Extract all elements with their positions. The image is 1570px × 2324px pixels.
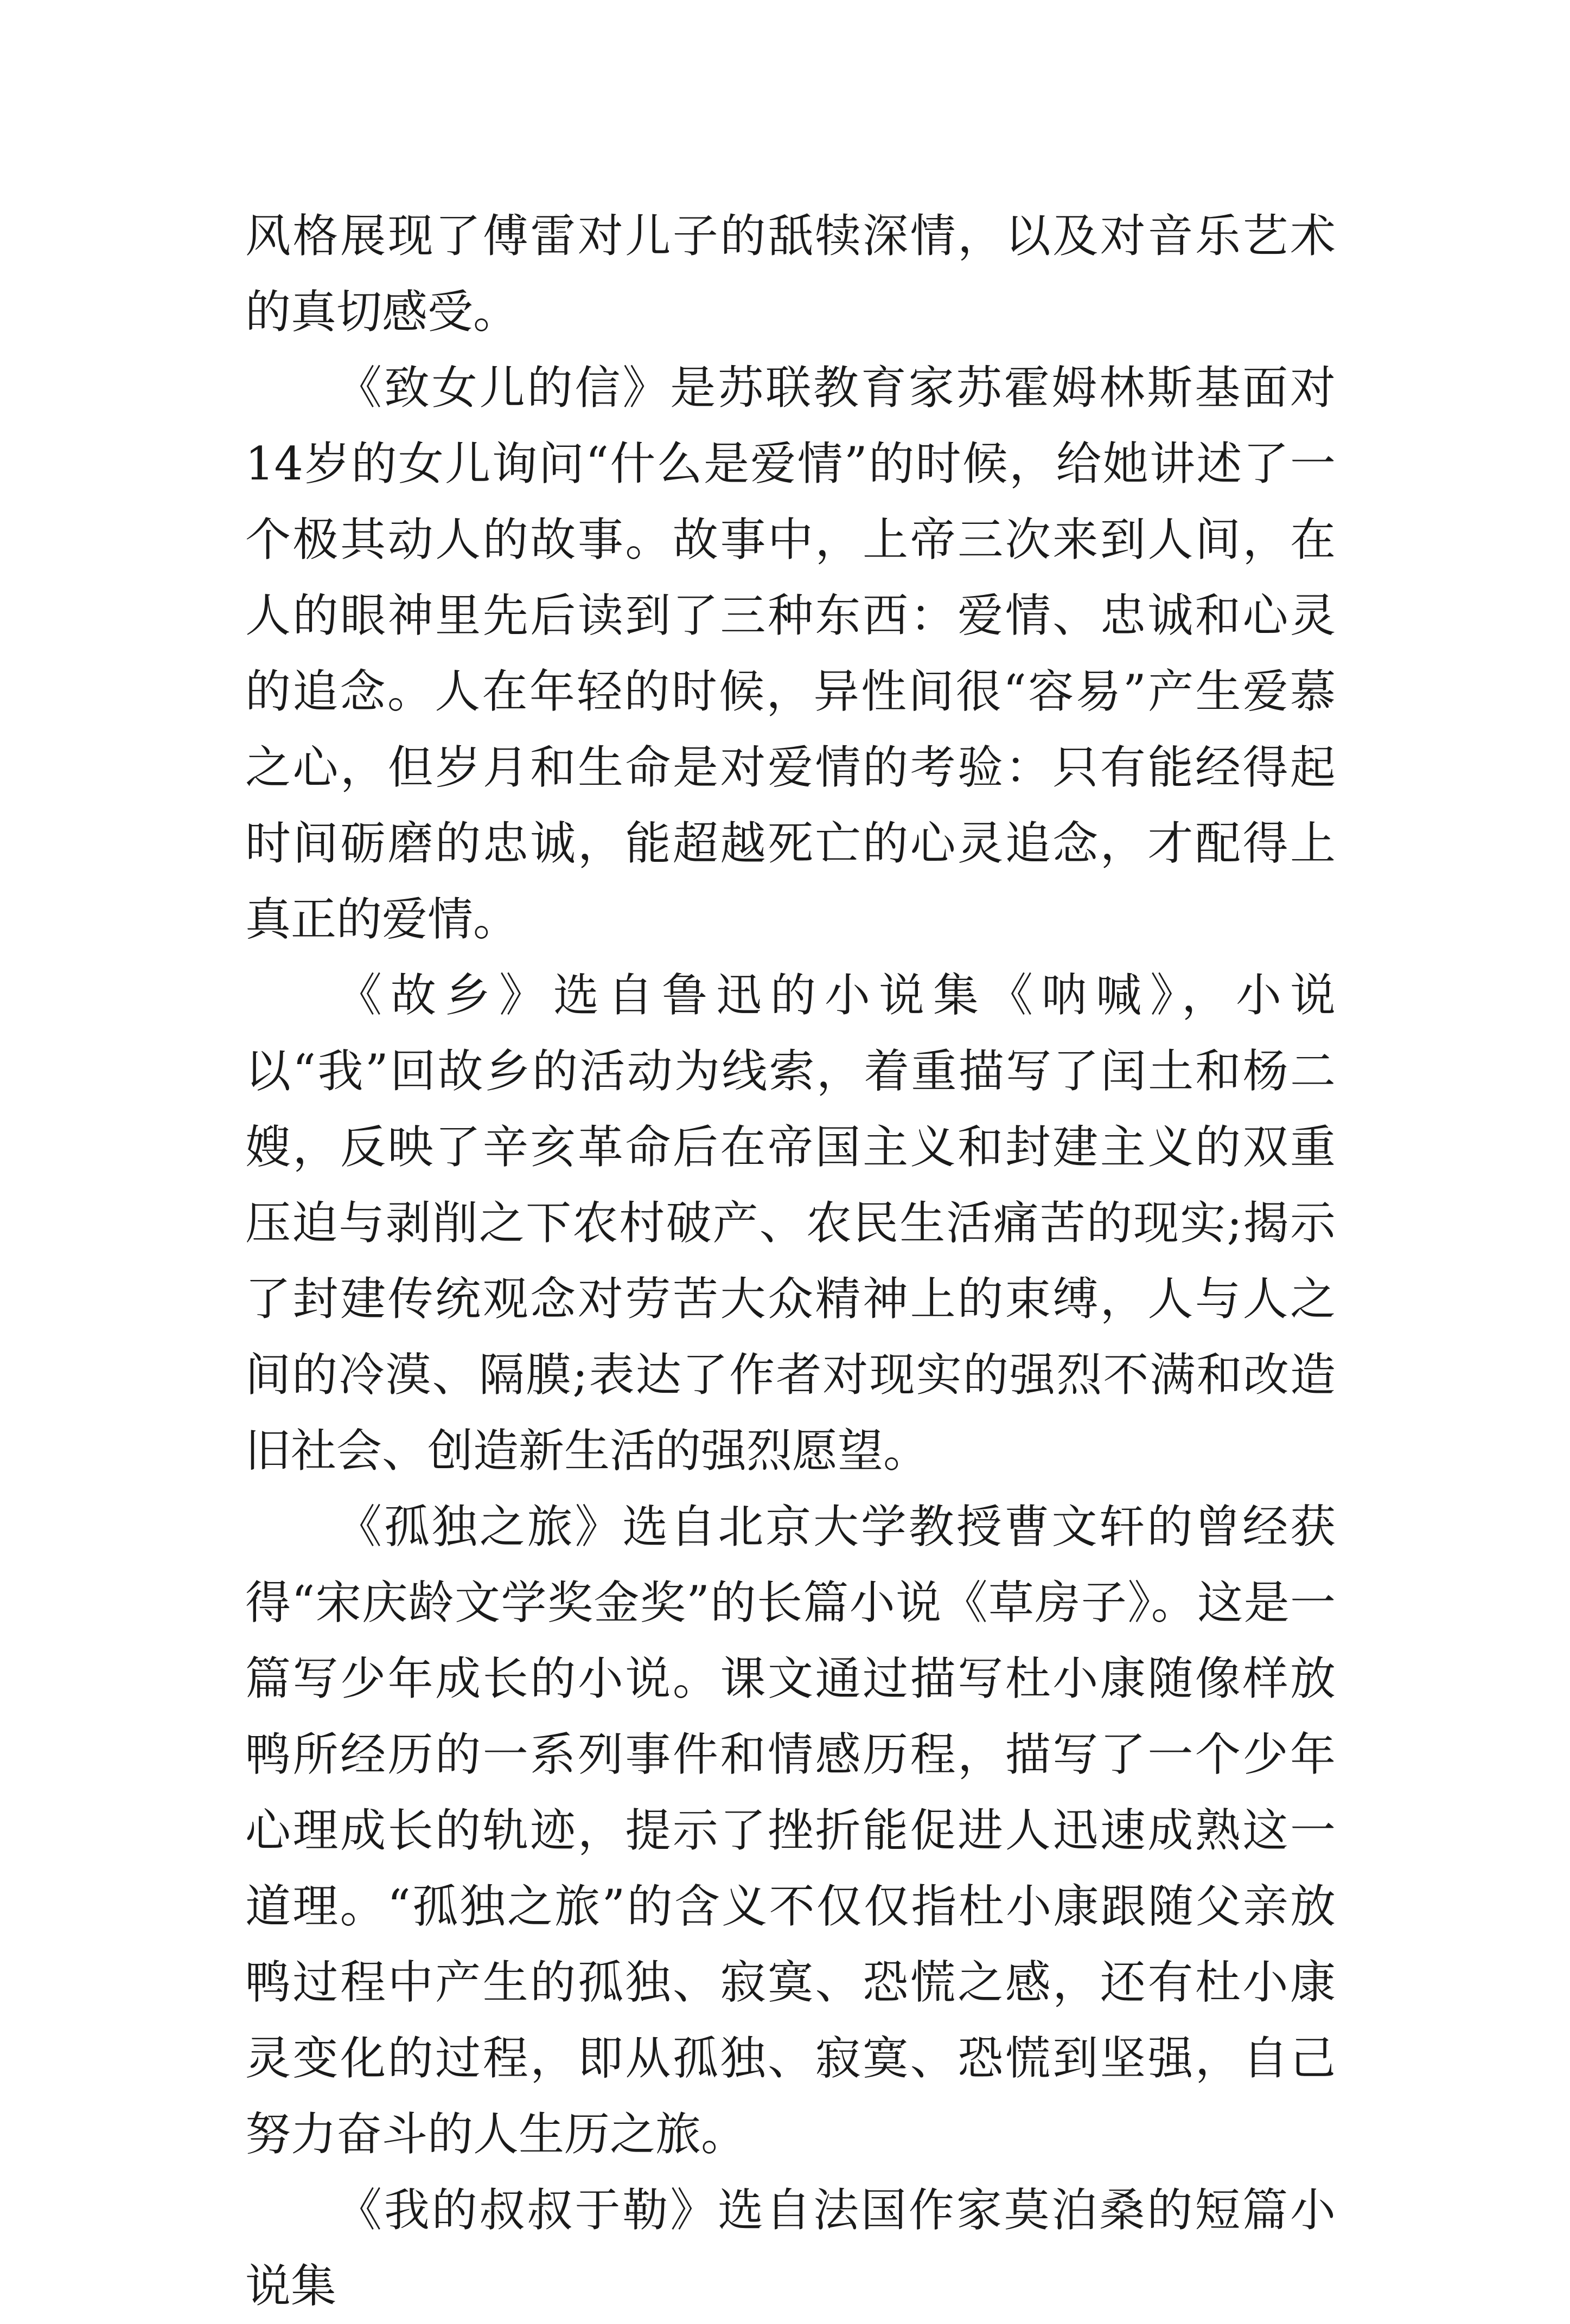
paragraph-hometown: 《故乡》选自鲁迅的小说集《呐喊》，小说以“我”回故乡的活动为线索，着重描写了闰土和杨二嫂，反映了辛亥革命后在帝国主义和封建主义的双重压迫与剥削之下农村破产、农民生活痛苦的现实;揭示了封建传统观念对劳苦大众精神上的束缚，人与人之间的冷漠、隔膜;表达了作者对现实的强烈不满和改造旧社会、创造新生活的强烈愿望。 xyxy=(245,969,1336,1477)
paragraph-lonely-journey: 《孤独之旅》选自北京大学教授曹文轩的曾经获得“宋庆龄文学奖金奖”的长篇小说《草房子》。这是一篇写少年成长的小说。课文通过描写杜小康随像样放鸭所经历的一系列事件和情感历程，描写了一个少年心理成长的轨迹，提示了挫折能促进人迅速成熟这一道理。“孤独之旅”的含义不仅仅指杜小康跟随父亲放鸭过程中产生的孤独、寂寞、恐慌之感，还有杜小康灵变化的过程，即从孤独、寂寞、恐慌到坚强，自己努力奋斗的人生历之旅。 xyxy=(245,1500,1336,2161)
document-page xyxy=(245,198,1336,2324)
paragraph-uncle-jules: 《我的叔叔于勒》选自法国作家莫泊桑的短篇小说集 xyxy=(245,2184,1336,2313)
paragraph-letter-to-daughter: 《致女儿的信》是苏联教育家苏霍姆林斯基面对14岁的女儿询问“什么是爱情”的时候，给她讲述了一个极其动人的故事。故事中，上帝三次来到人间，在人的眼神里先后读到了三种东西：爱情、忠诚和心灵的追念。人在年轻的时候，异性间很“容易”产生爱慕之心，但岁月和生命是对爱情的考验：只有能经得起时间砺磨的忠诚，能超越死亡的心灵追念，才配得上真正的爱情。 xyxy=(245,361,1336,946)
paragraph-continuation: 风格展现了傅雷对儿子的舐犊深情，以及对音乐艺术的真切感受。 xyxy=(245,209,1336,338)
